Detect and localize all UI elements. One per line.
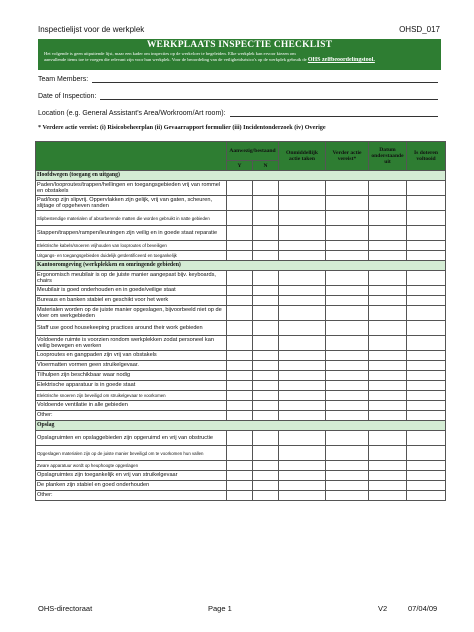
further-action-cell[interactable]	[326, 251, 369, 261]
further-action-cell[interactable]	[326, 391, 369, 401]
no-cell[interactable]	[253, 321, 279, 336]
further-action-cell[interactable]	[326, 196, 369, 211]
no-cell[interactable]	[253, 446, 279, 461]
checklist-item: Staff use good housekeeping practices around their work gebieden	[36, 321, 227, 336]
section-row	[36, 171, 446, 181]
no-cell[interactable]	[253, 391, 279, 401]
further-action-cell[interactable]	[326, 181, 369, 196]
completed-cell[interactable]	[407, 271, 446, 286]
no-cell[interactable]	[253, 461, 279, 471]
checklist-item: Ergonomisch meubilair is op de juiste manier aangepast bijv. keyboards, chairs	[36, 271, 227, 286]
yes-cell[interactable]	[227, 446, 253, 461]
no-cell[interactable]	[253, 271, 279, 286]
further-action-cell[interactable]	[326, 351, 369, 361]
table-row	[36, 411, 446, 421]
page-header	[38, 25, 440, 37]
completed-cell[interactable]	[407, 181, 446, 196]
yes-cell[interactable]	[227, 411, 253, 421]
checklist-item: Stappen/trappen/rampen/leuningen zijn veilig en in goede staat reparatie	[36, 226, 227, 241]
completed-cell[interactable]	[407, 196, 446, 211]
yes-cell[interactable]	[227, 431, 253, 446]
action-cell[interactable]	[279, 306, 326, 321]
further-action-note: * Verdere actie vereist: (i) Risicobeheerplan (ii) Gevaarrapport formulier (iii) Incidentonderzoek (iv) Overige	[38, 124, 326, 131]
date-cell[interactable]	[369, 226, 407, 241]
yes-cell[interactable]	[227, 251, 253, 261]
item-column-header	[36, 142, 227, 171]
checklist-item: Meubilair is goed onderhouden en in goede/veilige staat	[36, 286, 227, 296]
completed-cell[interactable]	[407, 351, 446, 361]
action-cell[interactable]	[279, 241, 326, 251]
checklist-item: Zware apparatuur wordt op heuphoogte opgeslagen	[36, 461, 227, 471]
yes-cell[interactable]	[227, 241, 253, 251]
action-cell[interactable]	[279, 371, 326, 381]
no-cell[interactable]	[253, 351, 279, 361]
action-cell[interactable]	[279, 296, 326, 306]
action-cell[interactable]	[279, 491, 326, 501]
table-row	[36, 181, 446, 196]
action-cell[interactable]	[279, 196, 326, 211]
completed-cell[interactable]	[407, 361, 446, 371]
table-row	[36, 306, 446, 321]
date-cell[interactable]	[369, 401, 407, 411]
yes-cell[interactable]	[227, 226, 253, 241]
completed-cell[interactable]	[407, 226, 446, 241]
table-row	[36, 251, 446, 261]
table-row	[36, 211, 446, 226]
date-line[interactable]	[100, 91, 438, 100]
further-action-cell[interactable]	[326, 481, 369, 491]
action-cell[interactable]	[279, 381, 326, 391]
no-cell[interactable]	[253, 196, 279, 211]
action-cell[interactable]	[279, 461, 326, 471]
date-cell[interactable]	[369, 271, 407, 286]
date-cell[interactable]	[369, 361, 407, 371]
completed-cell[interactable]	[407, 296, 446, 306]
date-cell[interactable]	[369, 306, 407, 321]
completed-column-header: Is doteren voltooid	[407, 142, 446, 171]
completed-cell[interactable]	[407, 431, 446, 446]
date-cell[interactable]	[369, 211, 407, 226]
yes-cell[interactable]	[227, 401, 253, 411]
completed-cell[interactable]	[407, 306, 446, 321]
checklist-item: Elektrische apparatuur is in goede staat	[36, 381, 227, 391]
checklist-item: Uitgangs- en toegangsgebieden duidelijk geïdentificeerd en toegankelijk	[36, 251, 227, 261]
date-action-column-header: Datum onderstaande uit	[369, 142, 407, 171]
no-cell[interactable]	[253, 241, 279, 251]
action-cell[interactable]	[279, 446, 326, 461]
table-row	[36, 431, 446, 446]
date-cell[interactable]	[369, 181, 407, 196]
document-code: OHSD_017	[399, 25, 440, 34]
checklist-item: Other:	[36, 411, 227, 421]
completed-cell[interactable]	[407, 336, 446, 351]
table-row	[36, 336, 446, 351]
footer-version: V2	[378, 604, 388, 613]
yes-cell[interactable]	[227, 296, 253, 306]
further-action-cell[interactable]	[326, 336, 369, 351]
completed-cell[interactable]	[407, 381, 446, 391]
yes-cell[interactable]	[227, 321, 253, 336]
date-cell[interactable]	[369, 431, 407, 446]
yes-cell[interactable]	[227, 286, 253, 296]
completed-cell[interactable]	[407, 241, 446, 251]
header-title: Inspectielijst voor de werkplek	[38, 25, 145, 34]
further-action-cell[interactable]	[326, 286, 369, 296]
action-cell[interactable]	[279, 361, 326, 371]
checklist-item: Elektrische kabels/snoeren vrijhouden van looproutes of beveiligen	[36, 241, 227, 251]
further-action-cell[interactable]	[326, 226, 369, 241]
date-cell[interactable]	[369, 391, 407, 401]
yes-cell[interactable]	[227, 306, 253, 321]
further-action-cell[interactable]	[326, 321, 369, 336]
checklist-item: Slipbestendige materialen of absorberende matten die worden gebruikt in natte gebieden	[36, 211, 227, 226]
yes-cell[interactable]	[227, 211, 253, 226]
present-column-header: Aanwezig/bestaand	[227, 142, 279, 161]
no-cell[interactable]	[253, 481, 279, 491]
intro-line-2	[38, 57, 441, 63]
no-cell[interactable]	[253, 411, 279, 421]
date-cell[interactable]	[369, 241, 407, 251]
table-row	[36, 391, 446, 401]
checklist-item: Vloermatten vormen geen struikelgevaar.	[36, 361, 227, 371]
table-row	[36, 271, 446, 286]
date-cell[interactable]	[369, 411, 407, 421]
completed-cell[interactable]	[407, 481, 446, 491]
completed-cell[interactable]	[407, 391, 446, 401]
further-action-cell[interactable]	[326, 411, 369, 421]
no-cell[interactable]	[253, 471, 279, 481]
completed-cell[interactable]	[407, 286, 446, 296]
table-row	[36, 381, 446, 391]
date-cell[interactable]	[369, 296, 407, 306]
table-row	[36, 491, 446, 501]
further-action-cell[interactable]	[326, 306, 369, 321]
completed-cell[interactable]	[407, 211, 446, 226]
further-action-cell[interactable]	[326, 211, 369, 226]
yes-cell[interactable]	[227, 196, 253, 211]
action-cell[interactable]	[279, 431, 326, 446]
table-row	[36, 471, 446, 481]
checklist-item: Bureaus en banken stabiel en geschikt voor het werk	[36, 296, 227, 306]
action-cell[interactable]	[279, 401, 326, 411]
date-cell[interactable]	[369, 481, 407, 491]
checklist-item: Other:	[36, 491, 227, 501]
checklist-item: De planken zijn stabiel en goed onderhouden	[36, 481, 227, 491]
further-action-cell[interactable]	[326, 241, 369, 251]
further-action-cell[interactable]	[326, 296, 369, 306]
table-row	[36, 286, 446, 296]
further-action-cell[interactable]	[326, 461, 369, 471]
section-title: Hoofdwegen (toegang en uitgang)	[36, 171, 446, 181]
intro-line-2-text: aanvullende items toe te voegen die relevant zijn voor hun werkplek. Voor de beoordeling van de veiligheidsrisico's op de werkplek gebruik de	[44, 57, 307, 62]
checklist-item: Opslagruimten en opslaggebieden zijn opgeruimd en vrij van obstructie	[36, 431, 227, 446]
yes-cell[interactable]	[227, 471, 253, 481]
no-cell[interactable]	[253, 226, 279, 241]
yes-cell[interactable]	[227, 391, 253, 401]
date-cell[interactable]	[369, 446, 407, 461]
table-row	[36, 401, 446, 411]
section-row	[36, 421, 446, 431]
team-members-label: Team Members:	[38, 76, 89, 83]
section-title: Opslag	[36, 421, 446, 431]
table-row	[36, 351, 446, 361]
action-cell[interactable]	[279, 211, 326, 226]
action-cell[interactable]	[279, 271, 326, 286]
yes-cell[interactable]	[227, 381, 253, 391]
action-cell[interactable]	[279, 286, 326, 296]
completed-cell[interactable]	[407, 321, 446, 336]
date-label: Date of Inspection:	[38, 93, 97, 100]
checklist-item: Opgeslagen materialen zijn op de juiste manier beveiligd om te voorkomen hun vallen	[36, 446, 227, 461]
yes-cell[interactable]	[227, 271, 253, 286]
table-row	[36, 481, 446, 491]
no-cell[interactable]	[253, 306, 279, 321]
completed-cell[interactable]	[407, 371, 446, 381]
completed-cell[interactable]	[407, 491, 446, 501]
action-cell[interactable]	[279, 181, 326, 196]
no-cell[interactable]	[253, 286, 279, 296]
no-cell[interactable]	[253, 336, 279, 351]
action-cell[interactable]	[279, 391, 326, 401]
action-cell[interactable]	[279, 251, 326, 261]
table-row	[36, 226, 446, 241]
date-cell[interactable]	[369, 371, 407, 381]
date-cell[interactable]	[369, 471, 407, 481]
location-field[interactable]	[38, 105, 438, 117]
yes-cell[interactable]	[227, 491, 253, 501]
no-cell[interactable]	[253, 251, 279, 261]
no-cell[interactable]	[253, 211, 279, 226]
no-cell[interactable]	[253, 181, 279, 196]
self-assessment-link[interactable]: OHS zelfbeoordelingstool.	[307, 57, 375, 63]
yes-cell[interactable]	[227, 461, 253, 471]
action-cell[interactable]	[279, 411, 326, 421]
action-column-header: Onmiddellijk actie taken	[279, 142, 326, 171]
no-cell[interactable]	[253, 381, 279, 391]
checklist-item: Pad/loop zijn slipvrij. Oppervlakken zijn gelijk, vrij van gaten, scheuren, slijtage of opgeheven randen	[36, 196, 227, 211]
location-label: Location (e.g. General Assistant's Area/Workroom/Art room):	[38, 110, 226, 117]
intro-line-1: Het volgende is geen uitputtende lijst, maar een kader om inspecties op de werkvloer te begeleiden. Elke werkplek kan ervoor kiezen om	[44, 51, 296, 56]
action-cell[interactable]	[279, 336, 326, 351]
footer-page: Page 1	[208, 604, 232, 613]
further-action-cell[interactable]	[326, 371, 369, 381]
section-row	[36, 261, 446, 271]
further-action-cell[interactable]	[326, 361, 369, 371]
checklist-item: Materialen worden op de juiste manier opgeslagen, bijvoorbeeld niet op de vloer om werkgebieden	[36, 306, 227, 321]
no-cell[interactable]	[253, 296, 279, 306]
date-field[interactable]	[38, 88, 438, 100]
yes-cell[interactable]	[227, 361, 253, 371]
no-cell[interactable]	[253, 401, 279, 411]
completed-cell[interactable]	[407, 401, 446, 411]
checklist-item: Looproutes en gangpaden zijn vrij van obstakels	[36, 351, 227, 361]
yes-column-header: Y	[227, 161, 253, 171]
date-cell[interactable]	[369, 286, 407, 296]
further-action-cell[interactable]	[326, 381, 369, 391]
no-cell[interactable]	[253, 491, 279, 501]
table-row	[36, 361, 446, 371]
table-row	[36, 371, 446, 381]
completed-cell[interactable]	[407, 446, 446, 461]
checklist-item: Opslagruimtes zijn toegankelijk en vrij van struikelgevaar	[36, 471, 227, 481]
footer-date: 07/04/09	[408, 604, 438, 613]
table-row	[36, 241, 446, 251]
action-cell[interactable]	[279, 471, 326, 481]
team-members-field[interactable]	[38, 71, 438, 83]
checklist-banner	[38, 39, 441, 70]
no-column-header: N	[253, 161, 279, 171]
checklist-item: Elektrische snoeren zijn beveiligd om struikelgevaar te voorkomen	[36, 391, 227, 401]
action-cell[interactable]	[279, 321, 326, 336]
team-members-line[interactable]	[92, 74, 438, 83]
further-action-cell[interactable]	[326, 271, 369, 286]
yes-cell[interactable]	[227, 336, 253, 351]
further-action-cell[interactable]	[326, 401, 369, 411]
yes-cell[interactable]	[227, 351, 253, 361]
checklist-item: Tilhulpen zijn beschikbaar waar nodig	[36, 371, 227, 381]
yes-cell[interactable]	[227, 481, 253, 491]
action-cell[interactable]	[279, 351, 326, 361]
table-row	[36, 321, 446, 336]
completed-cell[interactable]	[407, 251, 446, 261]
further-action-cell[interactable]	[326, 446, 369, 461]
action-cell[interactable]	[279, 481, 326, 491]
checklist-item: Paden/looproutes/trappen/hellingen en toegangsgebieden vrij van rommel en obstakels	[36, 181, 227, 196]
section-title: Kantooromgeving (werkplekken en omringende gebieden)	[36, 261, 446, 271]
table-row	[36, 196, 446, 211]
further-column-header: Verder actie vereist*	[326, 142, 369, 171]
table-row	[36, 446, 446, 461]
completed-cell[interactable]	[407, 411, 446, 421]
date-cell[interactable]	[369, 461, 407, 471]
location-line[interactable]	[230, 108, 438, 117]
table-row	[36, 461, 446, 471]
date-cell[interactable]	[369, 196, 407, 211]
date-cell[interactable]	[369, 336, 407, 351]
checklist-item: Voldoende ruimte is voorzien rondom werkplekken zodat personeel kan veilig bewegen en werken	[36, 336, 227, 351]
date-cell[interactable]	[369, 321, 407, 336]
completed-cell[interactable]	[407, 471, 446, 481]
no-cell[interactable]	[253, 361, 279, 371]
date-cell[interactable]	[369, 251, 407, 261]
no-cell[interactable]	[253, 371, 279, 381]
yes-cell[interactable]	[227, 371, 253, 381]
further-action-cell[interactable]	[326, 471, 369, 481]
page-footer	[38, 604, 440, 613]
date-cell[interactable]	[369, 351, 407, 361]
checklist-item: Voldoende ventilatie in alle gebieden	[36, 401, 227, 411]
further-action-cell[interactable]	[326, 491, 369, 501]
footer-directorate: OHS-directoraat	[38, 604, 93, 613]
checklist-body	[36, 171, 446, 501]
table-row	[36, 296, 446, 306]
checklist-title: WERKPLAATS INSPECTIE CHECKLIST	[146, 40, 333, 50]
yes-cell[interactable]	[227, 181, 253, 196]
date-cell[interactable]	[369, 381, 407, 391]
inspection-table	[35, 141, 446, 501]
action-cell[interactable]	[279, 226, 326, 241]
no-cell[interactable]	[253, 431, 279, 446]
completed-cell[interactable]	[407, 461, 446, 471]
date-cell[interactable]	[369, 491, 407, 501]
further-action-cell[interactable]	[326, 431, 369, 446]
